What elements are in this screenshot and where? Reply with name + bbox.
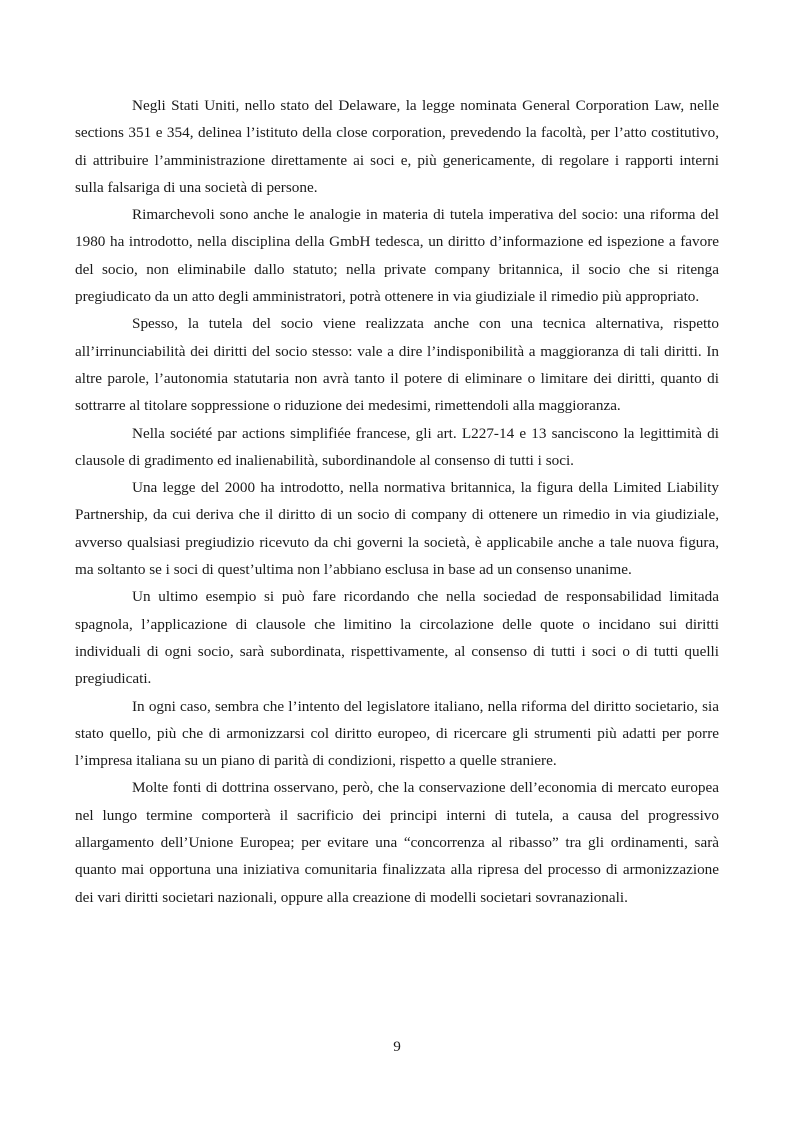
page-number: 9 [393, 1038, 401, 1055]
paragraph-limited-liability-partnership: Una legge del 2000 ha introdotto, nella normativa britannica, la figura della Limited Liability Partnership, da cui deriva che il diritto di un socio di company di ottenere un rimedio in via giudiziale, avverso qualsiasi pregiudizio ricevuto da chi governi la società, è applicabile anche a tale nuova figura, ma soltanto se i soci di quest’ultima non l’abbiano esclusa in base ad un consenso unanime. [75, 479, 719, 579]
paragraph-societe-par-actions: Nella société par actions simplifiée francese, gli art. L227-14 e 13 sanciscono la legittimità di clausole di gradimento ed inalienabilità, subordinandole al consenso di tutti i soci. [75, 424, 719, 469]
document-body [75, 92, 719, 911]
paragraph-tutela-imperativa: Rimarchevoli sono anche le analogie in materia di tutela imperativa del socio: una riforma del 1980 ha introdotto, nella disciplina della GmbH tedesca, un diritto d’informazione ed ispezione a favore del socio, non eliminabile dallo statuto; nella private company britannica, il socio che si ritenga pregiudicato da un atto degli amministratori, potrà ottenere in via giudiziale il rimedio più appropriato. [75, 206, 719, 306]
paragraph-delaware: Negli Stati Uniti, nello stato del Delaware, la legge nominata General Corporation Law, nelle sections 351 e 354, delinea l’istituto della close corporation, prevedendo la facoltà, per l’atto costitutivo, di attribuire l’amministrazione direttamente ai soci e, più genericamente, di regolare i rapporti interni sulla falsariga di una società di persone. [75, 97, 719, 196]
paragraph-tecnica-alternativa: Spesso, la tutela del socio viene realizzata anche con una tecnica alternativa, rispetto all’irrinunciabilità dei diritti del socio stesso: vale a dire l’indisponibilità a maggioranza di tali diritti. In altre parole, l’autonomia statutaria non avrà tanto il potere di eliminare o limitare dei diritti, quanto di sottrarre al titolare soppressione o riduzione dei medesimi, rimettendoli alla maggioranza. [75, 315, 719, 415]
paragraph-legislatore-italiano: In ogni caso, sembra che l’intento del legislatore italiano, nella riforma del diritto societario, sia stato quello, più che di armonizzarsi col diritto europeo, di ricercare gli strumenti più adatti per porre l’impresa italiana su un piano di parità di condizioni, rispetto a quelle straniere. [75, 697, 719, 770]
paragraph-sociedad-limitada: Un ultimo esempio si può fare ricordando che nella sociedad de responsabilidad limitada spagnola, l’applicazione di clausole che limitino la circolazione delle quote o incidano sui diritti individuali di ogni socio, sarà subordinata, rispettivamente, al consenso di tutti i soci o di tutti quelli pregiudicati. [75, 588, 719, 688]
paragraph-dottrina: Molte fonti di dottrina osservano, però, che la conservazione dell’economia di mercato europea nel lungo termine comporterà il sacrificio dei principi interni di tutela, a causa del progressivo allargamento dell’Unione Europea; per evitare una “concorrenza al ribasso” tra gli ordinamenti, sarà quanto mai opportuna una iniziativa comunitaria finalizzata alla ripresa del processo di armonizzazione dei vari diritti societari nazionali, oppure alla creazione di modelli societari sovranazionali. [75, 779, 719, 906]
